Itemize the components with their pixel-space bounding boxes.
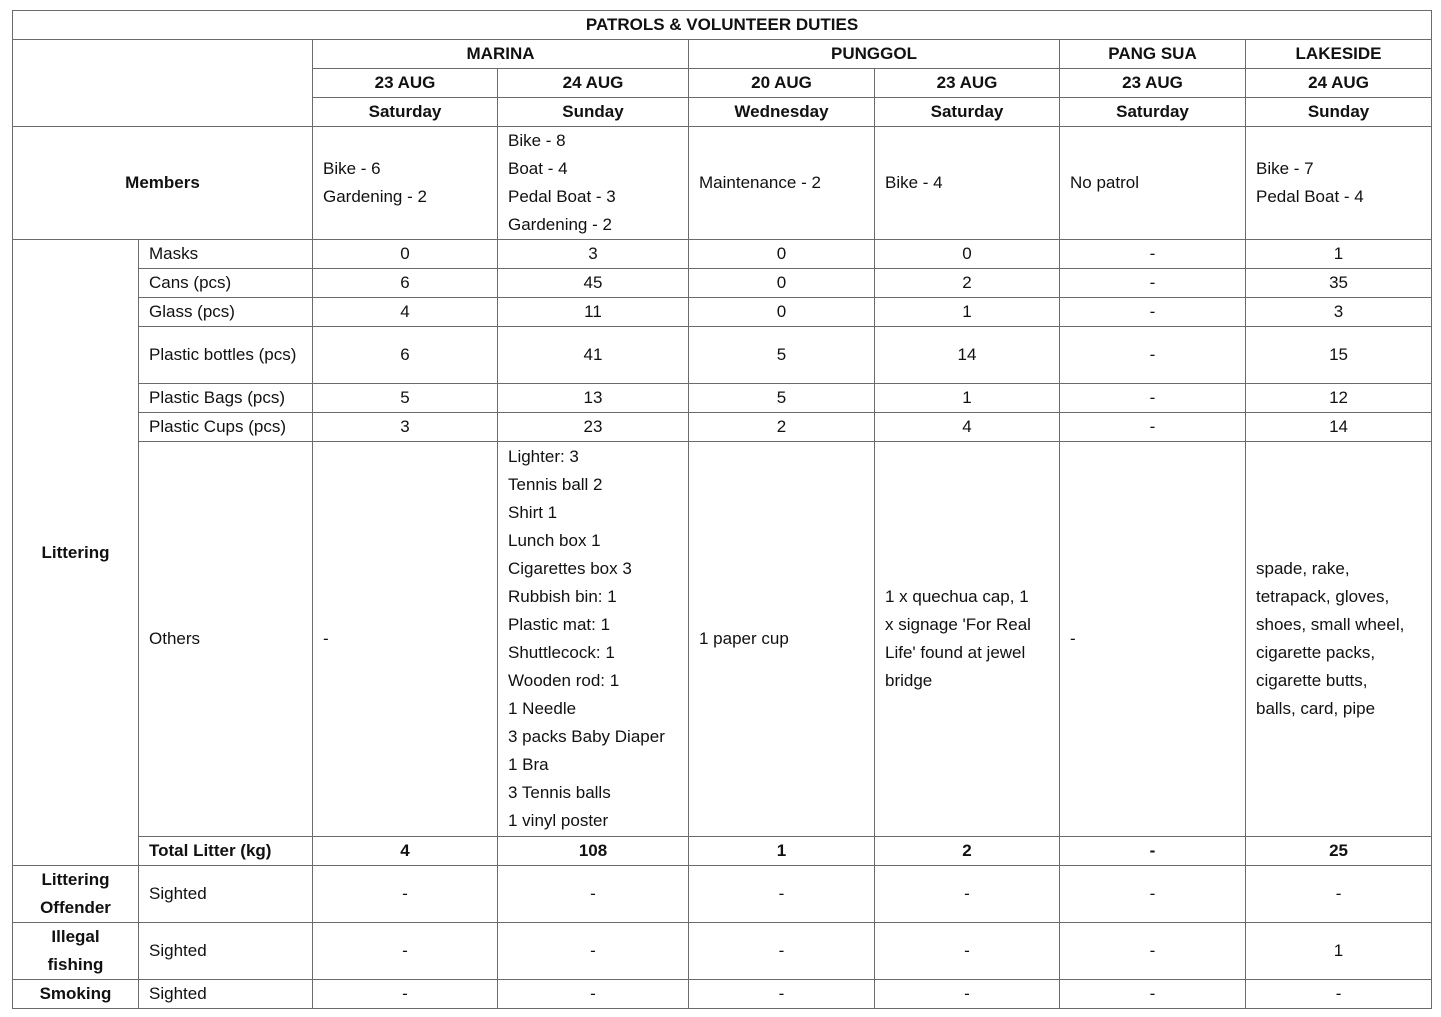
cell-line: Boat - 4	[508, 159, 568, 178]
litter-value: -	[1060, 298, 1246, 327]
litter-row-plastic-bags	[13, 384, 1432, 413]
members-cell	[313, 127, 498, 240]
patrols-duties-table	[12, 10, 1432, 1009]
offence-value: -	[689, 866, 875, 923]
others-cell	[1060, 442, 1246, 837]
litter-value: 0	[689, 269, 875, 298]
litter-value: 5	[689, 327, 875, 384]
cell-line: Gardening - 2	[508, 215, 612, 234]
cell-line: Bike - 7	[1256, 159, 1314, 178]
litter-item-label: Plastic Cups (pcs)	[139, 413, 313, 442]
offence-label: Sighted	[139, 923, 313, 980]
members-cell	[1060, 127, 1246, 240]
offence-value: -	[875, 923, 1060, 980]
cell-line: -	[323, 629, 329, 648]
litter-row-others	[13, 442, 1432, 837]
litter-value: 0	[689, 240, 875, 269]
offence-value: -	[875, 866, 1060, 923]
litter-value: 0	[689, 298, 875, 327]
litter-value: 3	[1246, 298, 1432, 327]
day-header: Sunday	[1246, 98, 1432, 127]
cell-line: spade, rake,	[1256, 559, 1350, 578]
offence-label: Sighted	[139, 980, 313, 1009]
litter-value: 12	[1246, 384, 1432, 413]
litter-item-label: Plastic bottles (pcs)	[139, 327, 313, 384]
title-row	[13, 11, 1432, 40]
litter-item-label: Glass (pcs)	[139, 298, 313, 327]
offence-category	[13, 866, 139, 923]
date-header: 20 AUG	[689, 69, 875, 98]
cell-line: Cigarettes box 3	[508, 559, 632, 578]
litter-value: 35	[1246, 269, 1432, 298]
header-blank-cell	[13, 40, 313, 127]
offence-value: -	[498, 980, 689, 1009]
litter-value: 45	[498, 269, 689, 298]
cell-line: x signage 'For Real	[885, 615, 1031, 634]
date-header: 23 AUG	[875, 69, 1060, 98]
offence-value: -	[1246, 866, 1432, 923]
offence-row-illegal-fishing	[13, 923, 1432, 980]
offence-label: Sighted	[139, 866, 313, 923]
others-cell	[689, 442, 875, 837]
offence-value: -	[313, 923, 498, 980]
offence-category	[13, 923, 139, 980]
litter-value: -	[1060, 240, 1246, 269]
litter-value: 4	[313, 298, 498, 327]
litter-row-plastic-bottles	[13, 327, 1432, 384]
offence-value: -	[1246, 980, 1432, 1009]
cell-line: 1 Bra	[508, 755, 549, 774]
offence-value: -	[1060, 866, 1246, 923]
litter-value: 15	[1246, 327, 1432, 384]
day-header: Saturday	[313, 98, 498, 127]
cell-line: Littering	[41, 870, 110, 889]
litter-item-label: Others	[139, 442, 313, 837]
offence-value: -	[875, 980, 1060, 1009]
offence-row-littering-offender	[13, 866, 1432, 923]
offence-value: -	[498, 923, 689, 980]
litter-value: 5	[313, 384, 498, 413]
litter-value: 13	[498, 384, 689, 413]
offence-value: -	[1060, 923, 1246, 980]
members-row	[13, 127, 1432, 240]
cell-line: Lunch box 1	[508, 531, 601, 550]
offence-value: -	[498, 866, 689, 923]
litter-value: 2	[875, 269, 1060, 298]
litter-value: 0	[313, 240, 498, 269]
cell-line: Plastic mat: 1	[508, 615, 611, 634]
location-marina: MARINA	[313, 40, 689, 69]
litter-value: 23	[498, 413, 689, 442]
cell-line: 1 Needle	[508, 699, 577, 718]
litter-item-label: Plastic Bags (pcs)	[139, 384, 313, 413]
litter-value: 41	[498, 327, 689, 384]
cell-line: Shuttlecock: 1	[508, 643, 615, 662]
litter-value: -	[1060, 413, 1246, 442]
litter-row-glass	[13, 298, 1432, 327]
cell-line: Rubbish bin: 1	[508, 587, 617, 606]
cell-line: No patrol	[1070, 173, 1139, 192]
litter-value: 11	[498, 298, 689, 327]
litter-value: 14	[1246, 413, 1432, 442]
cell-line: bridge	[885, 671, 933, 690]
total-litter-label: Total Litter (kg)	[139, 837, 313, 866]
litter-value: 6	[313, 327, 498, 384]
cell-line: Gardening - 2	[323, 187, 427, 206]
litter-row-masks	[13, 240, 1432, 269]
location-lakeside: LAKESIDE	[1246, 40, 1432, 69]
cell-line: Shirt 1	[508, 503, 558, 522]
cell-line: Maintenance - 2	[699, 173, 821, 192]
litter-value: 1	[875, 384, 1060, 413]
cell-line: Illegal	[51, 927, 100, 946]
total-litter-value: 4	[313, 837, 498, 866]
location-pang-sua: PANG SUA	[1060, 40, 1246, 69]
litter-value: 3	[313, 413, 498, 442]
total-litter-value: -	[1060, 837, 1246, 866]
cell-line: balls, card, pipe	[1256, 699, 1376, 718]
others-cell	[875, 442, 1060, 837]
cell-line: Life' found at jewel	[885, 643, 1026, 662]
litter-value: 2	[689, 413, 875, 442]
litter-value: -	[1060, 269, 1246, 298]
offence-row-smoking	[13, 980, 1432, 1009]
litter-value: 0	[875, 240, 1060, 269]
litter-value: 3	[498, 240, 689, 269]
members-cell	[1246, 127, 1432, 240]
day-header: Saturday	[875, 98, 1060, 127]
day-header: Saturday	[1060, 98, 1246, 127]
cell-line: 1 x quechua cap, 1	[885, 587, 1029, 606]
offence-value: -	[313, 866, 498, 923]
others-cell	[313, 442, 498, 837]
members-cell	[875, 127, 1060, 240]
litter-row-cans	[13, 269, 1432, 298]
total-litter-value: 108	[498, 837, 689, 866]
litter-value: 4	[875, 413, 1060, 442]
date-header: 23 AUG	[313, 69, 498, 98]
cell-line: -	[1070, 629, 1076, 648]
cell-line: 1 vinyl poster	[508, 811, 609, 830]
total-litter-row	[13, 837, 1432, 866]
offence-value: -	[689, 980, 875, 1009]
others-cell	[1246, 442, 1432, 837]
littering-label: Littering	[13, 240, 139, 866]
total-litter-value: 2	[875, 837, 1060, 866]
cell-line: Bike - 6	[323, 159, 381, 178]
litter-value: 14	[875, 327, 1060, 384]
litter-value: 1	[875, 298, 1060, 327]
litter-value: 6	[313, 269, 498, 298]
location-punggol: PUNGGOL	[689, 40, 1060, 69]
offence-value: -	[1060, 980, 1246, 1009]
litter-item-label: Masks	[139, 240, 313, 269]
litter-value: 1	[1246, 240, 1432, 269]
location-header-row	[13, 40, 1432, 69]
cell-line: tetrapack, gloves,	[1256, 587, 1390, 606]
litter-item-label: Cans (pcs)	[139, 269, 313, 298]
cell-line: cigarette butts,	[1256, 671, 1368, 690]
cell-line: Lighter: 3	[508, 447, 579, 466]
cell-line: 1 paper cup	[699, 629, 789, 648]
members-cell	[689, 127, 875, 240]
offence-value: 1	[1246, 923, 1432, 980]
cell-line: Bike - 8	[508, 131, 566, 150]
date-header: 23 AUG	[1060, 69, 1246, 98]
others-cell	[498, 442, 689, 837]
cell-line: shoes, small wheel,	[1256, 615, 1405, 634]
litter-value: -	[1060, 384, 1246, 413]
date-header: 24 AUG	[1246, 69, 1432, 98]
total-litter-value: 25	[1246, 837, 1432, 866]
offence-category	[13, 980, 139, 1009]
cell-line: Wooden rod: 1	[508, 671, 620, 690]
cell-line: Pedal Boat - 3	[508, 187, 616, 206]
day-header: Sunday	[498, 98, 689, 127]
day-header: Wednesday	[689, 98, 875, 127]
litter-value: 5	[689, 384, 875, 413]
total-litter-value: 1	[689, 837, 875, 866]
offence-value: -	[313, 980, 498, 1009]
cell-line: Bike - 4	[885, 173, 943, 192]
cell-line: Tennis ball 2	[508, 475, 603, 494]
cell-line: Pedal Boat - 4	[1256, 187, 1364, 206]
litter-value: -	[1060, 327, 1246, 384]
litter-row-plastic-cups	[13, 413, 1432, 442]
members-label: Members	[13, 127, 313, 240]
cell-line: 3 Tennis balls	[508, 783, 611, 802]
cell-line: 3 packs Baby Diaper	[508, 727, 665, 746]
table-title: PATROLS & VOLUNTEER DUTIES	[13, 11, 1432, 40]
cell-line: fishing	[47, 955, 104, 974]
date-header: 24 AUG	[498, 69, 689, 98]
cell-line: cigarette packs,	[1256, 643, 1376, 662]
cell-line: Offender	[40, 898, 111, 917]
offence-value: -	[689, 923, 875, 980]
members-cell	[498, 127, 689, 240]
cell-line: Smoking	[39, 984, 112, 1003]
